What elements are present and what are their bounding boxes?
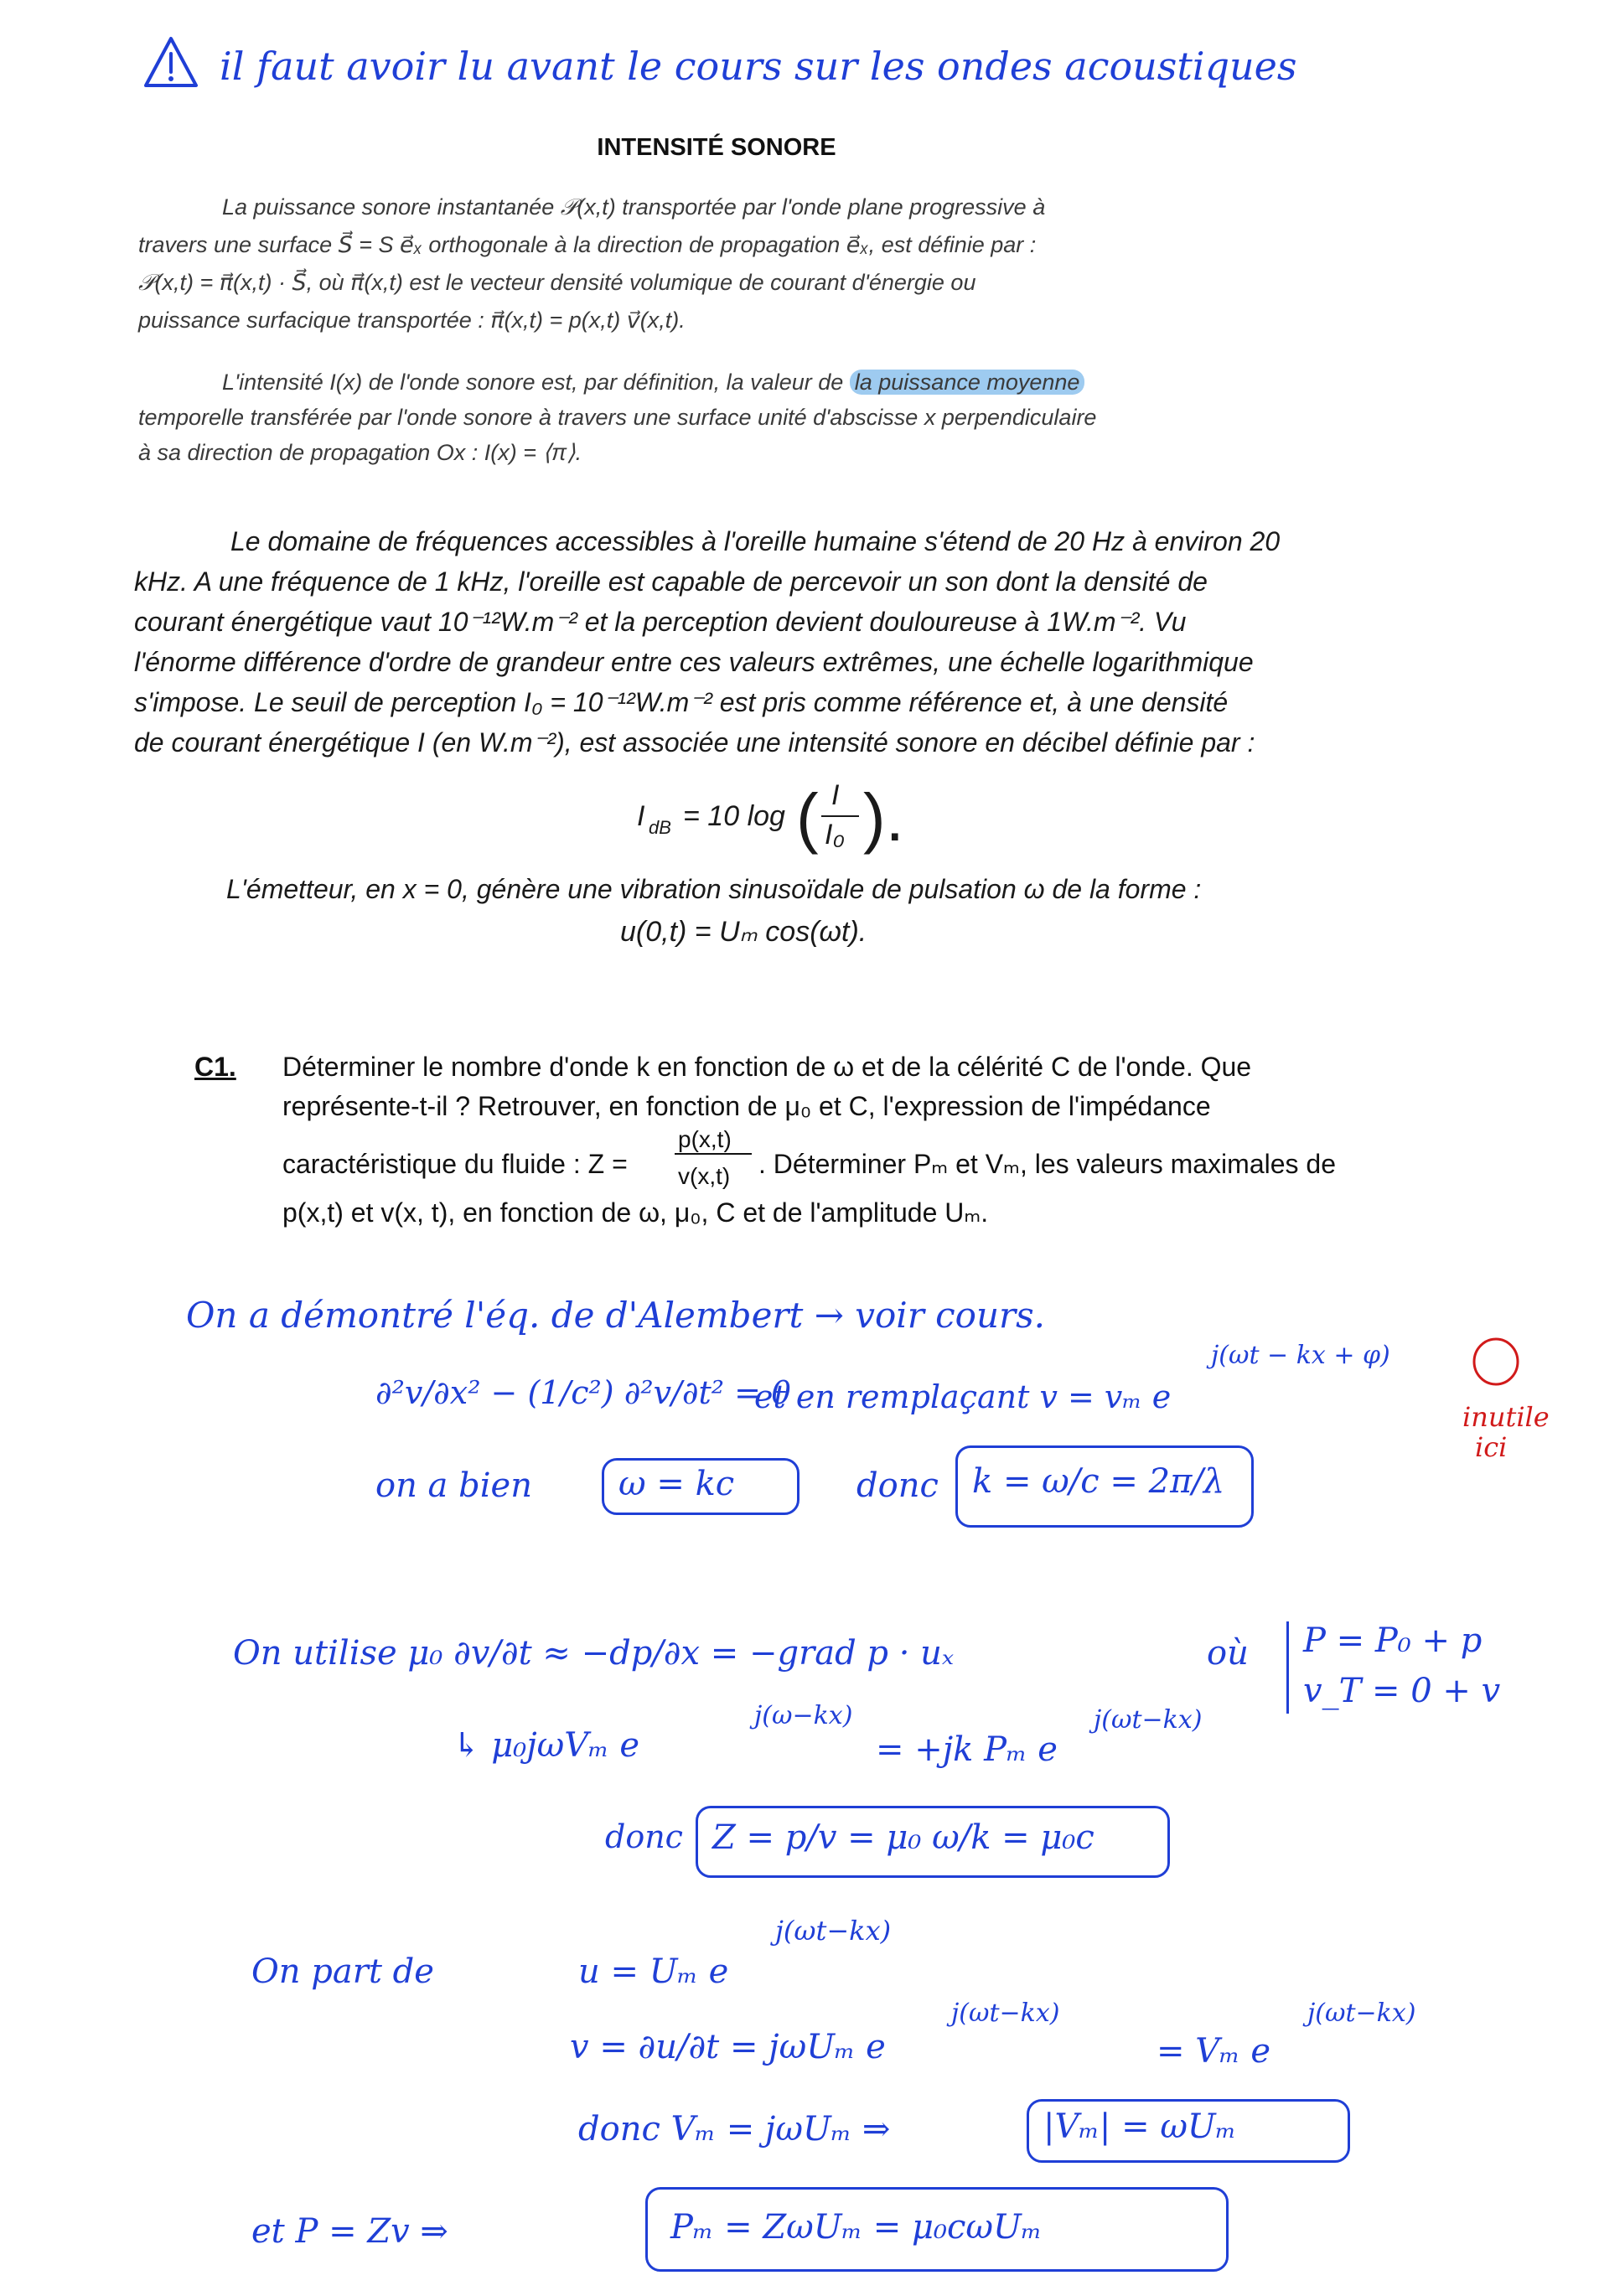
paragraph-domaine [134,521,1391,763]
hw-omega-kc: ω = kc [618,1465,735,1503]
frac-den: v(x,t) [678,1163,731,1189]
page-title: INTENSITÉ SONORE [597,134,836,161]
frac-bar [675,1153,752,1155]
eq-paren-right: ). [863,780,904,855]
hw-complex-eq-right-exp: j(ωt−kx) [1094,1705,1203,1735]
question-label: C1. [194,1052,236,1082]
hw-bracket [1286,1621,1289,1714]
hw-donc-vm: donc Vₘ = jωUₘ ⇒ [578,2110,891,2149]
hw-et-p: et P = Zv ⇒ [251,2212,448,2251]
circle-mark [1471,1337,1521,1387]
question-line: Déterminer le nombre d'onde k en fonction de ω et de la célérité C de l'onde. Que [282,1052,1252,1082]
hw-note-line: ici [1475,1431,1508,1463]
hw-ou: où [1207,1634,1249,1673]
para3-line: s'impose. Le seuil de perception I₀ = 10⁻¹²W.m⁻² est pris comme référence et, à une densité [134,687,1229,717]
eq-lhs-sub: dB [649,817,671,838]
hw-vm-exp: j(ωt−kx) [1307,1999,1416,2028]
paragraph-puissance [138,189,1253,339]
hw-vm-result: |Vₘ| = ωUₘ [1043,2107,1237,2146]
question-text: caractéristique du fluide : Z = [282,1149,628,1179]
eq-denominator: I₀ [825,819,845,851]
equation-db [637,775,905,867]
hw-vm-expr: = Vₘ e [1157,2032,1271,2071]
question-text: . Déterminer Pₘ et Vₘ, les valeurs maximales de [758,1149,1336,1179]
hw-pm-result: Pₘ = ZωUₘ = μ₀cωUₘ [670,2208,1043,2247]
hw-dalembert-eq: ∂²v/∂x² − (1/c²) ∂²v/∂t² = 0 [375,1374,792,1411]
hw-on-part-de: On part de [251,1952,434,1991]
eq-numerator: I [831,779,840,811]
hw-complex-eq-right: = +jk Pₘ e [876,1730,1058,1769]
header-note: il faut avoir lu avant le cours sur les ondes acoustiques [220,44,1297,89]
para1-line: 𝒫(x,t) = π⃗(x,t) · S⃗, où π⃗(x,t) est le vecteur densité volumique de courant d'énergie ou [138,270,976,295]
para3-line: kHz. A une fréquence de 1 kHz, l'oreille est capable de percevoir un son dont la densité de [134,566,1208,597]
hw-k-expression: k = ω/c = 2π/λ [972,1462,1225,1501]
hw-complex-eq-left-exp: j(ω−kx) [754,1701,853,1730]
hw-line-1: On a démontré l'éq. de d'Alembert → voir cours. [186,1295,1045,1336]
para1-line: La puissance sonore instantanée 𝒫(x,t) transportée par l'onde plane progressive à [222,194,1046,220]
hw-complex-eq-left: ↳ μ₀jωVₘ e [453,1726,640,1765]
emitter-text: L'émetteur, en x = 0, génère une vibration sinusoïdale de pulsation ω de la forme : [226,874,1202,904]
hw-donc: donc [856,1466,939,1505]
para2-line: à sa direction de propagation Ox : I(x) = ⟨π⟩. [138,440,582,465]
question-body [282,1047,1410,1233]
frac-num: p(x,t) [678,1126,732,1152]
question-line: représente-t-il ? Retrouver, en fonction de μ₀ et C, l'expression de l'impédance [282,1091,1211,1121]
para3-line: Le domaine de fréquences accessibles à l'oreille humaine s'étend de 20 Hz à environ 20 [230,526,1281,556]
hw-euler-eq: On utilise μ₀ ∂v/∂t ≈ −dp/∂x = −grad p · uₓ [233,1634,955,1673]
para2-line [138,365,1253,400]
hw-substitution-exp: j(ωt − kx + φ) [1211,1341,1390,1370]
hw-pressure-def: P = P₀ + p [1303,1621,1483,1660]
fraction-bar [821,815,859,817]
hw-u-exp: j(ωt−kx) [775,1915,892,1947]
hw-v-expr: v = ∂u/∂t = jωUₘ e [570,2028,886,2066]
hw-impedance: Z = p/v = μ₀ ω/k = μ₀c [712,1818,1094,1857]
highlighted-text: la puissance moyenne [850,370,1085,395]
emitter-equation: u(0,t) = Uₘ cos(ωt). [620,916,867,948]
eq-paren-left: ( [796,780,819,855]
para1-line: travers une surface S⃗ = S e⃗ₓ orthogonale à la direction de propagation e⃗ₓ, est définie par : [138,232,1037,257]
para3-line: l'énorme différence d'ordre de grandeur entre ces valeurs extrêmes, une échelle logarithmique [134,647,1254,677]
question-c1 [194,1047,1418,1257]
warning-triangle-icon [141,34,201,94]
para1-line: puissance surfacique transportée : π⃗(x,t) = p(x,t) v⃗(x,t). [138,308,686,333]
para3-line: courant énergétique vaut 10⁻¹²W.m⁻² et la perception devient douloureuse à 1W.m⁻². Vu [134,607,1187,637]
hw-substitution: et en remplaçant v = vₘ e [754,1378,1172,1415]
eq-op: = 10 log [683,800,785,832]
paragraph-intensite [138,365,1253,470]
hw-note-line: inutile [1462,1401,1550,1433]
question-line: p(x,t) et v(x, t), en fonction de ω, μ₀, C et de l'amplitude Uₘ. [282,1197,989,1228]
hw-velocity-def: v_T = 0 + v [1303,1672,1501,1710]
question-line [282,1126,1410,1193]
eq-lhs: I [637,800,645,832]
para3-line: de courant énergétique I (en W.m⁻²), est associée une intensité sonore en décibel définie par : [134,727,1255,758]
hw-v-exp: j(ωt−kx) [951,1999,1060,2028]
hw-donc-z: donc [605,1818,683,1855]
para2-text: L'intensité I(x) de l'onde sonore est, par définition, la valeur de [222,370,850,395]
hw-on-a-bien: on a bien [375,1466,532,1505]
hw-u-expr: u = Uₘ e [578,1952,729,1991]
para2-line: temporelle transférée par l'onde sonore à travers une surface unité d'abscisse x perpendiculaire [138,405,1097,430]
